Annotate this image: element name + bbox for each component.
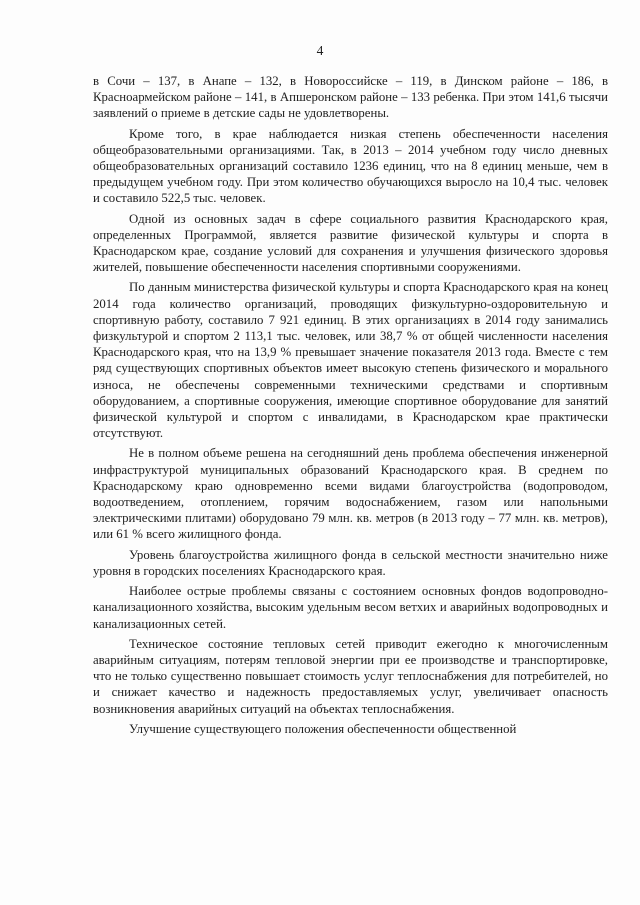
paragraph-engineering-infrastructure: Не в полном объеме решена на сегодняшний день проблема обеспечения инженерной инфраструктурой муниципальных образований Краснодарского края. В среднем по Краснодарскому краю одновременно всеми видами благоустройства (водопроводом, водоотведением, отоплением, горячим водоснабжением, газом или напольными электрическими плитами) оборудовано 79 млн. кв. метров (в 2013 году – 77 млн. кв. метров), или 61 % всего жилищного фонда. (93, 446, 608, 542)
paragraph-sport-tasks: Одной из основных задач в сфере социального развития Краснодарского края, определенных Программой, является развитие физической культуры и спорта в Краснодарском крае, создание условий для сохранения и улучшения физического здоровья жителей, повышение обеспеченности населения спортивными сооружениями. (93, 211, 608, 275)
paragraph-general-education: Кроме того, в крае наблюдается низкая степень обеспеченности населения общеобразовательными организациями. Так, в 2013 – 2014 учебном году число дневных общеобразовательных организаций составило 1236 единиц, что на 8 единиц меньше, чем в предыдущем учебном году. При этом количество обучающихся выросло на 10,4 тыс. человек и составило 522,5 тыс. человек. (93, 126, 608, 206)
paragraph-heating-networks: Техническое состояние тепловых сетей приводит ежегодно к многочисленным аварийным ситуациям, потерям тепловой энергии при ее производстве и транспортировке, что не только существенно повышает стоимость услуг теплоснабжения для потребителей, но и снижает качество и надежность предоставляемых услуг, увеличивает опасность возникновения аварийных ситуаций на объектах теплоснабжения. (93, 636, 608, 716)
paragraph-kindergarten-queue: в Сочи – 137, в Анапе – 132, в Новороссийске – 119, в Динском районе – 186, в Красноармейском районе – 141, в Апшеронском районе – 133 ребенка. При этом 141,6 тысячи заявлений о приеме в детские сады не удовлетворены. (93, 74, 608, 121)
paragraph-public-provision: Улучшение существующего положения обеспеченности общественной (129, 721, 517, 736)
paragraph-rural-housing: Уровень благоустройства жилищного фонда в сельской местности значительно ниже уровня в городских поселениях Краснодарского края. (93, 547, 608, 578)
document-body (93, 73, 608, 737)
paragraph-sport-statistics: По данным министерства физической культуры и спорта Краснодарского края на конец 2014 года количество организаций, проводящих физкультурно-оздоровительную и спортивную работу, составило 7 921 единиц. В этих организациях в 2014 году занимались физкультурой и спортом 2 113,1 тыс. человек, или 38,7 % от общей численности населения Краснодарского края, что на 13,9 % превышает значение показателя 2013 года. Вместе с тем ряд существующих спортивных объектов имеет высокую степень физического и морального износа, не обеспечены современными техническими средствами и спортивным оборудованием, а спортивные сооружения, имеющие спортивное оборудование для занятий физической культурой и спортом с инвалидами, в Краснодарском крае практически отсутствуют. (93, 280, 608, 441)
paragraph-water-problems: Наиболее острые проблемы связаны с состоянием основных фондов водопроводно-канализационного хозяйства, высоким удельным весом ветхих и аварийных водопроводных и канализационных сетей. (93, 584, 608, 631)
page-number: 4 (316, 43, 324, 58)
